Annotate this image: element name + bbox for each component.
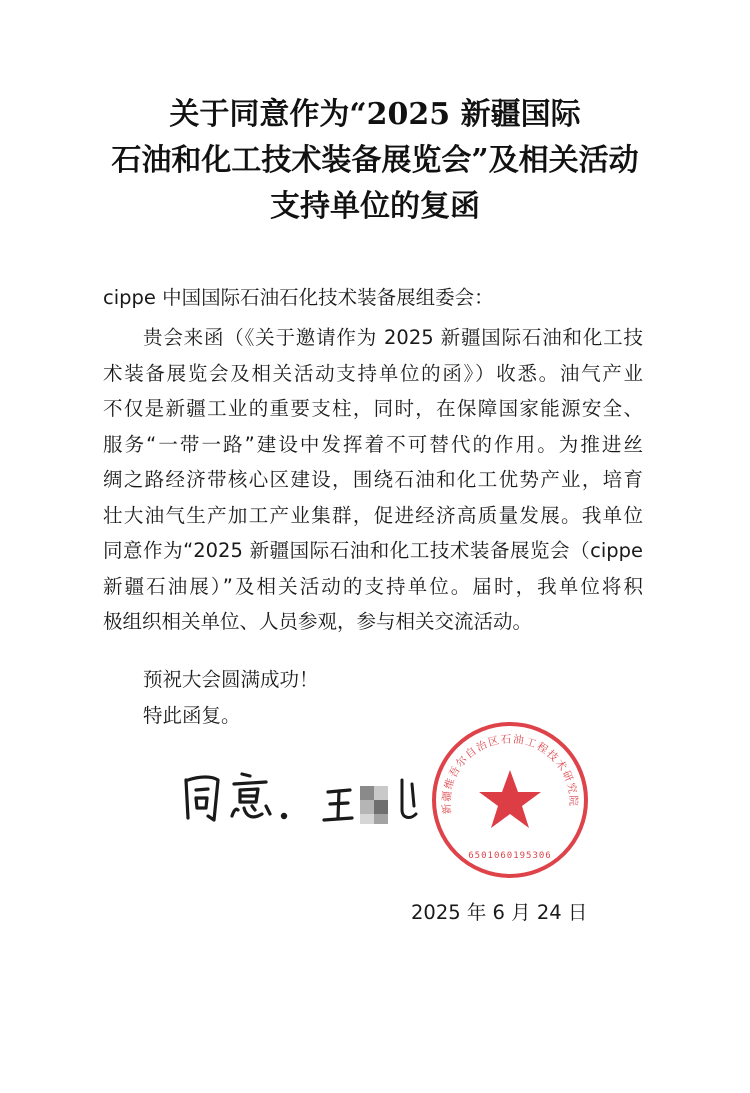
body-line: 术装备展览会及相关活动支持单位的函》）收悉。油气产业 xyxy=(103,361,643,385)
closing xyxy=(143,662,319,734)
body-line: 壮大油气生产加工产业集群，促进经济高质量发展。我单位 xyxy=(103,503,643,527)
handwritten-signature xyxy=(180,758,440,838)
seal-star-icon xyxy=(479,770,541,828)
body-line: 绸之路经济带核心区建设，围绕石油和化工优势产业，培育 xyxy=(103,468,643,491)
svg-text:6501060195306: 6501060195306 xyxy=(468,851,552,861)
letter-body xyxy=(103,320,643,640)
body-line: 同意作为“2025 新疆国际石油和化工技术装备展览会（cippe xyxy=(103,539,643,562)
svg-text:新疆维吾尔自治区石油工程技术研究院: 新疆维吾尔自治区石油工程技术研究院 xyxy=(440,733,580,815)
salutation: cippe 中国国际石油石化技术装备展组委会： xyxy=(103,286,494,309)
body-line: 不仅是新疆工业的重要支柱，同时，在保障国家能源安全、 xyxy=(103,397,643,420)
official-seal xyxy=(428,718,592,882)
body-line: 服务“一带一路”建设中发挥着不可替代的作用。为推进丝 xyxy=(103,432,643,456)
closing-formula: 特此函复。 xyxy=(143,704,241,727)
closing-wish: 预祝大会圆满成功！ xyxy=(143,668,319,691)
body-line: 贵会来函（《关于邀请作为 2025 新疆国际石油和化工技 xyxy=(143,326,643,349)
title-line-2: 石油和化工技术装备展览会”及相关活动 xyxy=(111,143,639,178)
letter-date: 2025 年 6 月 24 日 xyxy=(411,901,588,924)
redacted-name-blur xyxy=(360,786,388,824)
document-title xyxy=(0,92,750,230)
title-line-3: 支持单位的复函 xyxy=(270,189,480,224)
body-line: 新疆石油展）”及相关活动的支持单位。届时，我单位将积 xyxy=(103,574,643,598)
title-line-1: 关于同意作为“2025 新疆国际 xyxy=(169,97,581,132)
body-line: 极组织相关单位、人员参观，参与相关交流活动。 xyxy=(103,610,533,633)
